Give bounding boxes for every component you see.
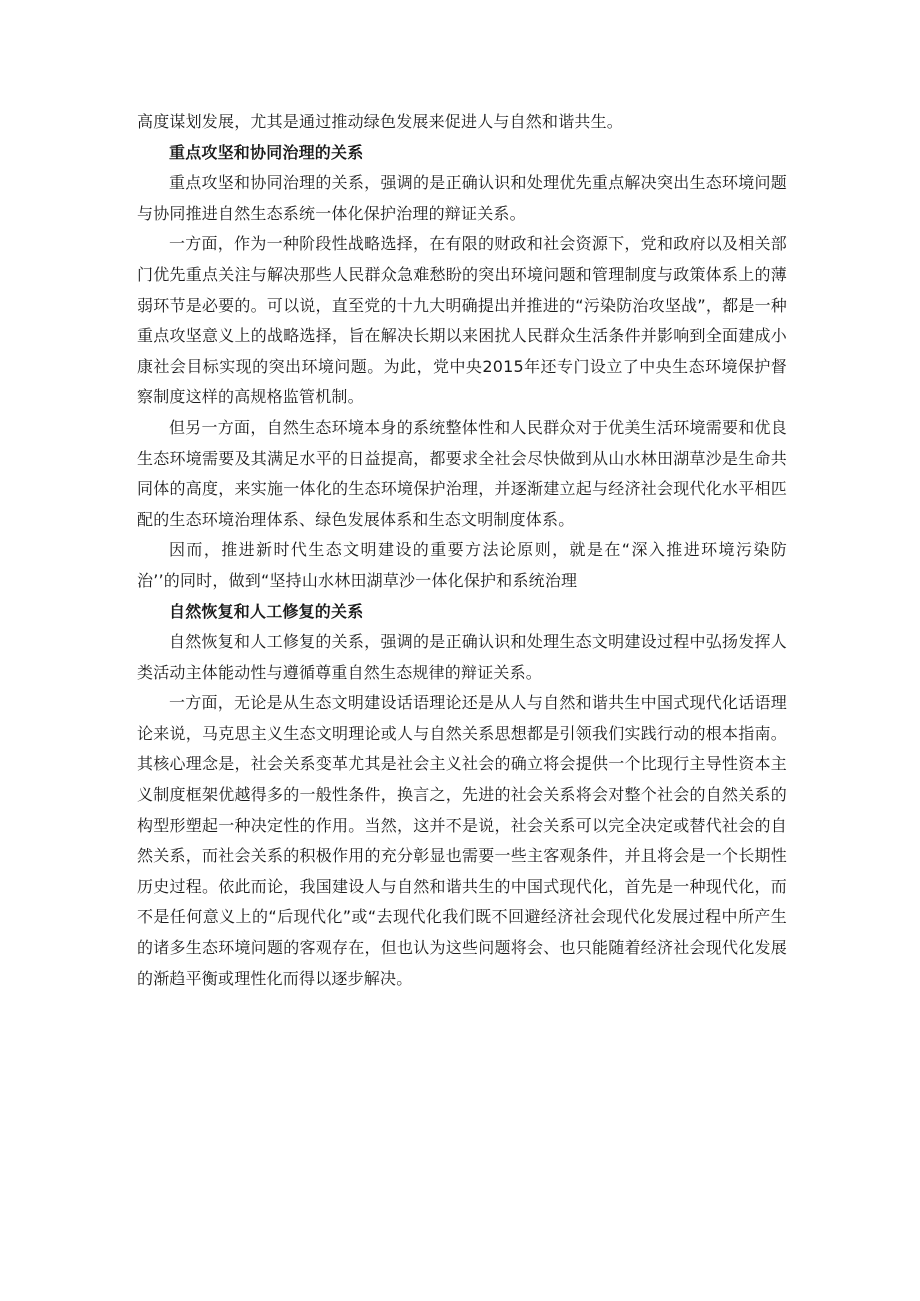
continued-paragraph: 高度谋划发展，尤其是通过推动绿色发展来促进人与自然和谐共生。 (137, 112, 624, 131)
paragraph: 但另一方面，自然生态环境本身的系统整体性和人民群众对于优美生活环境需要和优良生态环境需要及其满足水平的日益提高，都要求全社会尽快做到从山水林田湖草沙是生命共同体的高度，来实施一体化的生态环境保护治理，并逐渐建立起与经济社会现代化水平相匹配的生态环境治理体系、绿色发展体系和生态文明制度体系。 (137, 417, 787, 529)
paragraph: 一方面，作为一种阶段性战略选择，在有限的财政和社会资源下，党和政府以及相关部门优先重点关注与解决那些人民群众急难愁盼的突出环境问题和管理制度与政策体系上的薄弱环节是必要的。可以说，直至党的十九大明确提出并推进的“污染防治攻坚战”，都是一种重点攻坚意义上的战略选择，旨在解决长期以来困扰人民群众生活条件并影响到全面建成小康社会目标实现的突出环境问题。为此，党中央2015年还专门设立了中央生态环境保护督察制度这样的高规格监管机制。 (137, 234, 787, 407)
paragraph: 因而，推进新时代生态文明建设的重要方法论原则，就是在“深入推进环境污染防治’’的同时，做到“坚持山水林田湖草沙一体化保护和系统治理 (137, 540, 787, 590)
section-heading-key-tasks: 重点攻坚和协同治理的关系 (169, 142, 364, 162)
paragraph: 重点攻坚和协同治理的关系，强调的是正确认识和处理优先重点解决突出生态环境问题与协同推进自然生态系统一体化保护治理的辩证关系。 (137, 173, 787, 223)
paragraph: 一方面，无论是从生态文明建设话语理论还是从人与自然和谐共生中国式现代化话语理论来说，马克思主义生态文明理论或人与自然关系思想都是引领我们实践行动的根本指南。其核心理念是，社会关系变革尤其是社会主义社会的确立将会提供一个比现行主导性资本主义制度框架优越得多的一般性条件，换言之，先进的社会关系将会对整个社会的自然关系的构型形塑起一种决定性的作用。当然，这并不是说，社会关系可以完全决定或替代社会的自然关系，而社会关系的积极作用的充分彰显也需要一些主客观条件，并且将会是一个长期性历史过程。依此而论，我国建设人与自然和谐共生的中国式现代化，首先是一种现代化，而不是任何意义上的“后现代化”或“去现代化我们既不回避经济社会现代化发展过程中所产生的诸多生态环境问题的客观存在，但也认为这些问题将会、也只能随着经济社会现代化发展的渐趋平衡或理性化而得以逐步解决。 (137, 693, 787, 988)
section-heading-restoration: 自然恢复和人工修复的关系 (169, 601, 364, 621)
document-page (137, 107, 787, 994)
paragraph: 自然恢复和人工修复的关系，强调的是正确认识和处理生态文明建设过程中弘扬发挥人类活动主体能动性与遵循尊重自然生态规律的辩证关系。 (137, 632, 787, 682)
